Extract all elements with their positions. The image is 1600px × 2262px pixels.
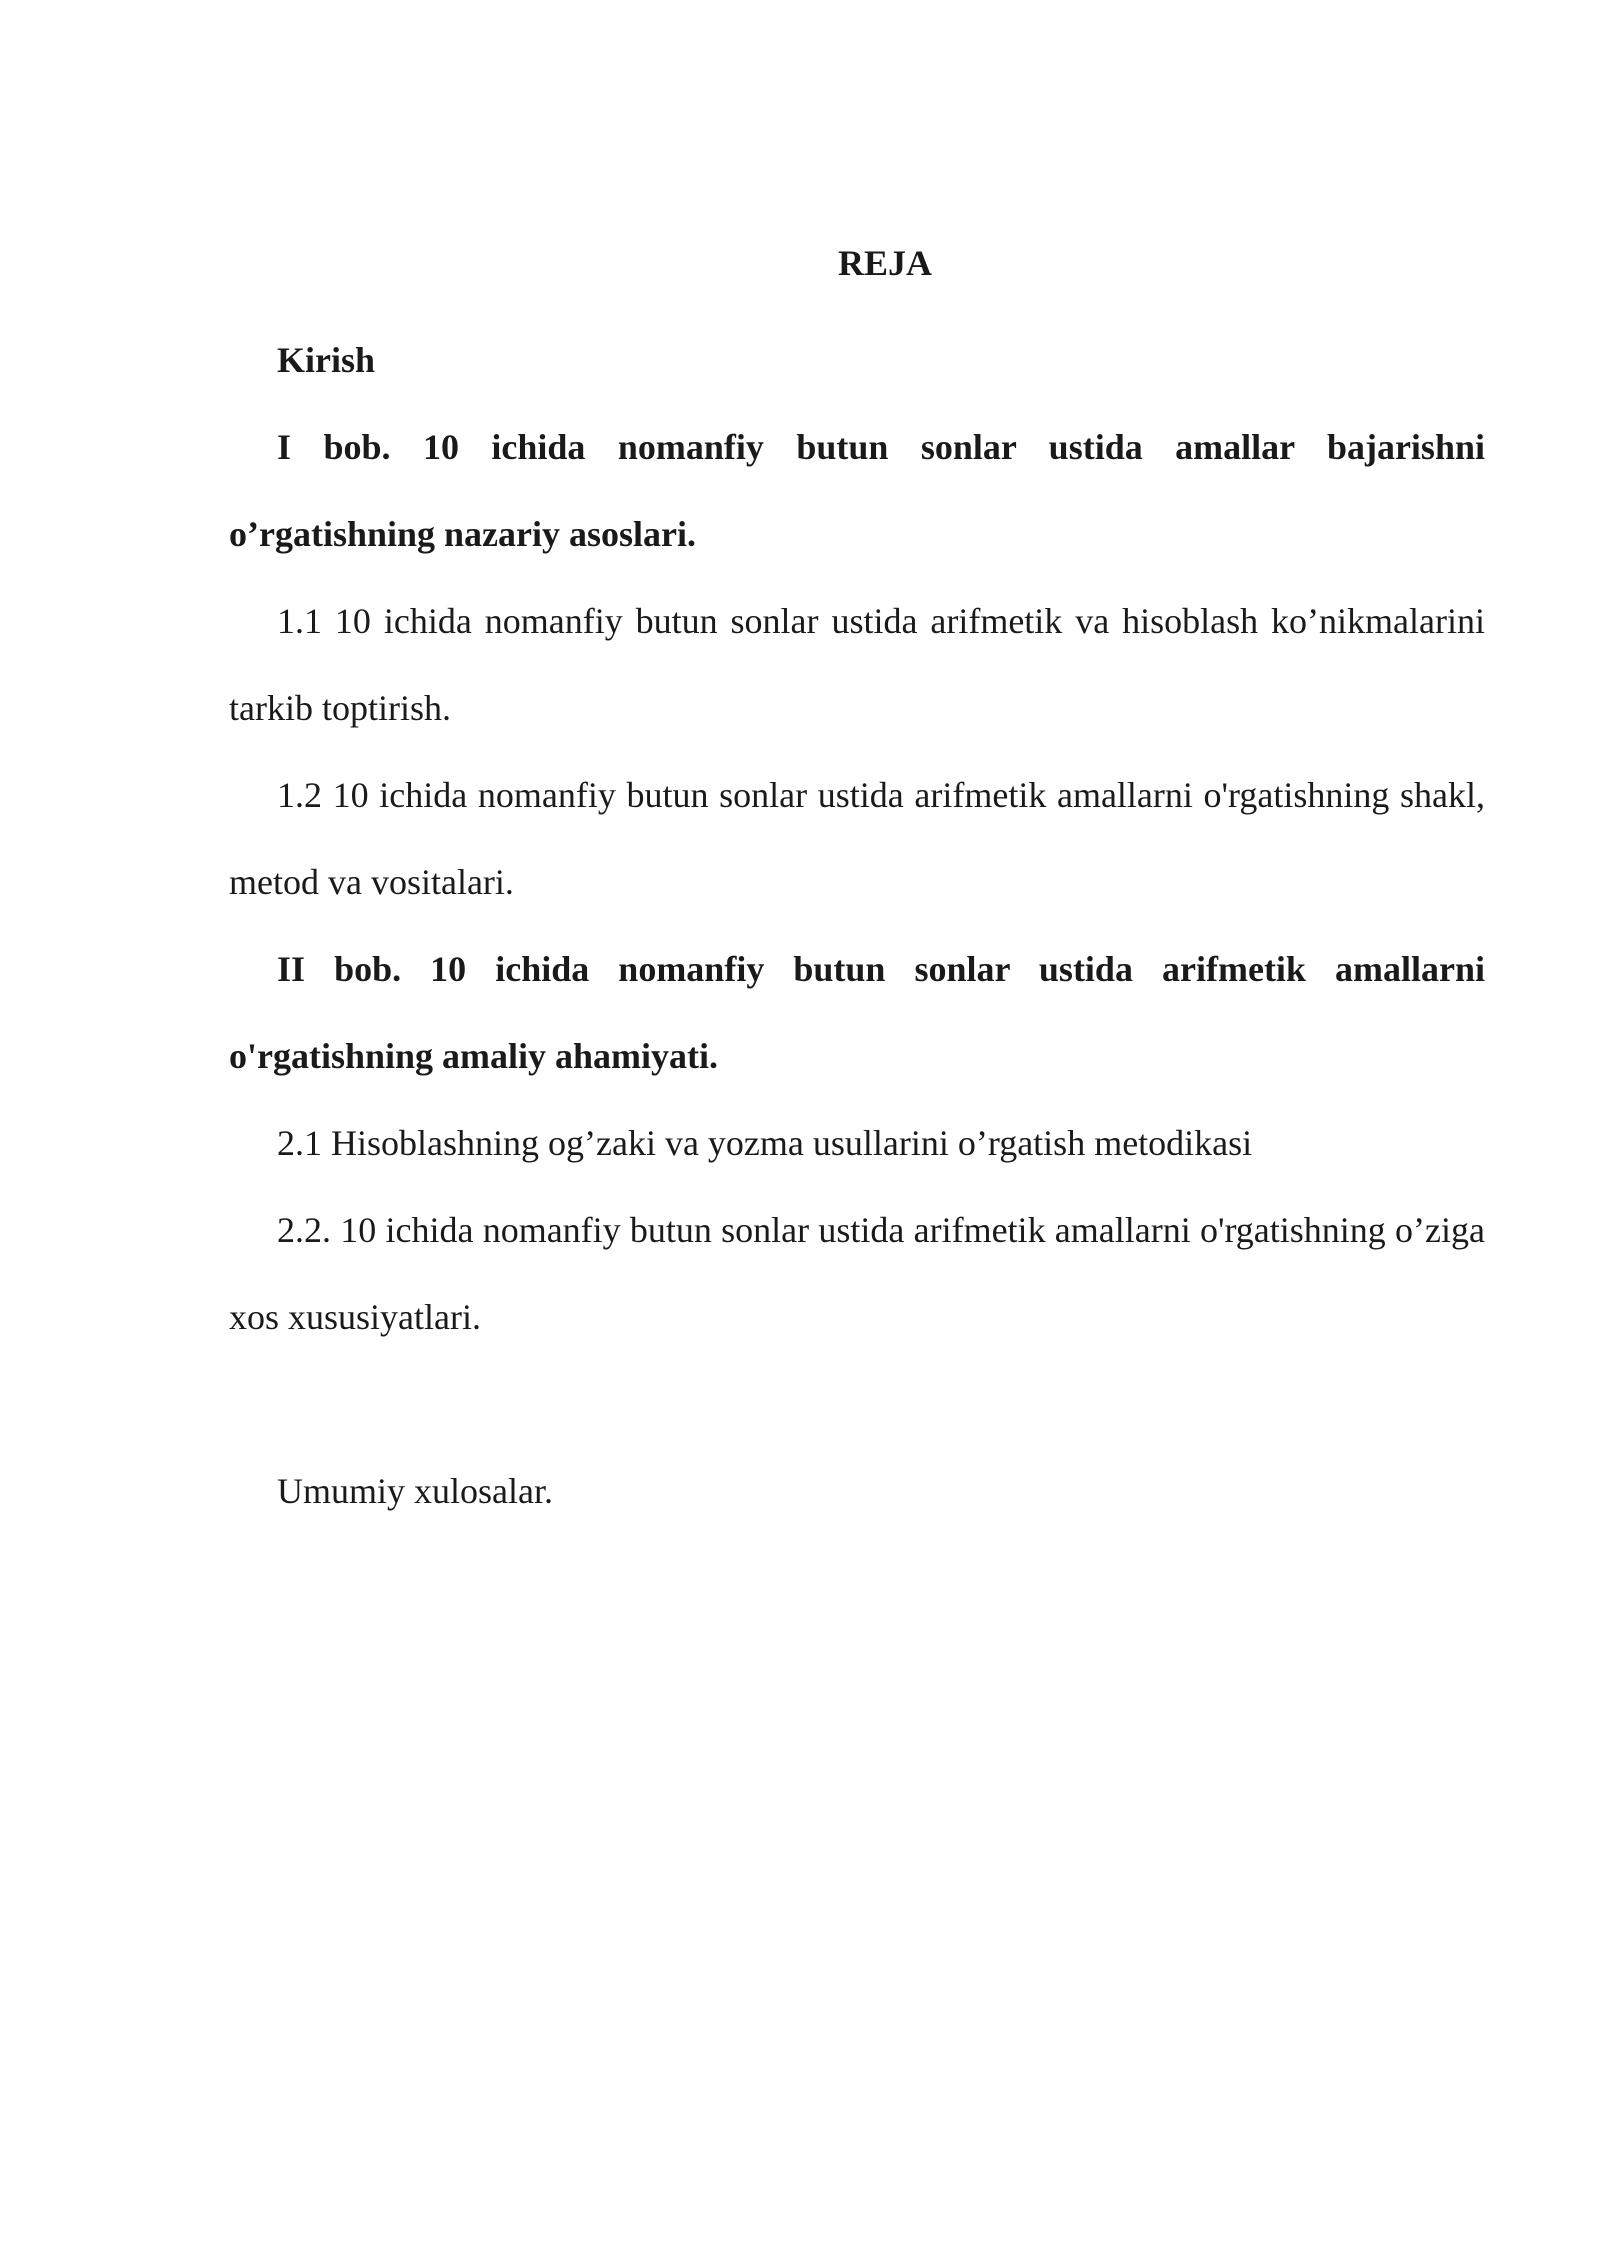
plan-item-chapter-2: II bob. 10 ichida nomanfiy butun sonlar ustida arifmetik amallarni o'rgatishning amaliy ahamiyati. xyxy=(229,949,1485,1076)
plan-item-section-1-1: 1.1 10 ichida nomanfiy butun sonlar ustida arifmetik va hisoblash ko’nikmalarini tarkib toptirish. xyxy=(229,601,1485,728)
plan-item-conclusions: Umumiy xulosalar. xyxy=(277,1471,553,1511)
spacer xyxy=(229,1361,1485,1448)
plan-item-chapter-1: I bob. 10 ichida nomanfiy butun sonlar ustida amallar bajarishni o’rgatishning nazariy asoslari. xyxy=(229,427,1485,554)
plan-item-section-2-2: 2.2. 10 ichida nomanfiy butun sonlar ustida arifmetik amallarni o'rgatishning o’ziga xos xususiyatlari. xyxy=(229,1210,1485,1337)
plan-item-section-2-1: 2.1 Hisoblashning og’zaki va yozma usullarini o’rgatish metodikasi xyxy=(277,1123,1253,1163)
plan-item-section-1-2: 1.2 10 ichida nomanfiy butun sonlar ustida arifmetik amallarni o'rgatishning shakl, metod va vositalari. xyxy=(229,775,1485,902)
page-title: REJA xyxy=(837,243,932,283)
plan-item-introduction: Kirish xyxy=(277,340,376,380)
document-content xyxy=(229,230,1485,1535)
